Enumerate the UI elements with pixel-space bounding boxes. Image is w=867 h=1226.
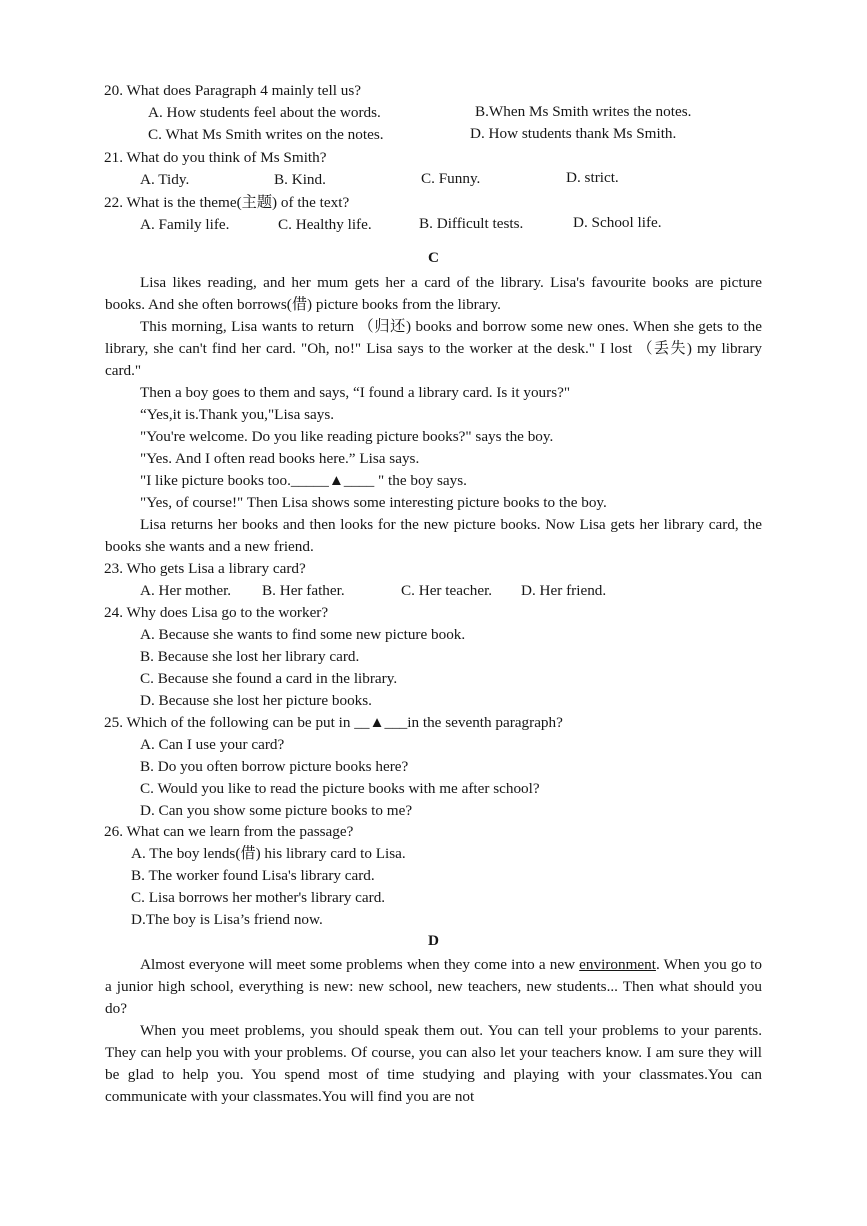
d-paragraph-1-end: . When you go to a junior high school, everything is new: new school, new teachers, new students... Then what should you do?: [105, 956, 762, 1017]
q21-option-b: B. Kind.: [274, 171, 326, 188]
q20-option-d: D. How students thank Ms Smith.: [470, 125, 677, 142]
d-paragraph-1: [105, 954, 762, 1020]
q25-option-c: C. Would you like to read the picture books with me after school?: [140, 780, 540, 797]
q24-option-b: B. Because she lost her library card.: [140, 648, 360, 665]
q26-option-c: C. Lisa borrows her mother's library card.: [131, 889, 386, 906]
q25-option-d: D. Can you show some picture books to me?: [140, 802, 413, 819]
q25-option-b: B. Do you often borrow picture books here?: [140, 758, 409, 775]
c-paragraph-6: "Yes. And I often read books here.” Lisa says.: [140, 450, 420, 467]
c-paragraph-3: Then a boy goes to them and says, “I found a library card. Is it yours?": [140, 384, 571, 401]
q25-option-a: A. Can I use your card?: [140, 736, 285, 753]
q20-option-b: B.When Ms Smith writes the notes.: [475, 103, 692, 120]
question-25: 25. Which of the following can be put in __▲___in the seventh paragraph?: [104, 714, 563, 731]
q24-option-c: C. Because she found a card in the library.: [140, 670, 398, 687]
c-paragraph-4: “Yes,it is.Thank you,"Lisa says.: [140, 406, 335, 423]
c-paragraph-5: "You're welcome. Do you like reading picture books?" says the boy.: [140, 428, 554, 445]
c-paragraph-8: "Yes, of course!" Then Lisa shows some interesting picture books to the boy.: [140, 494, 607, 511]
question-23: 23. Who gets Lisa a library card?: [104, 560, 306, 577]
d-paragraph-2: When you meet problems, you should speak them out. You can tell your problems to your parents. They can help you with your problems. Of course, you can also let your teachers know. I am sure they will be glad to help you. You spend most of time studying and playing with your classmates.You can communicate with your classmates.You will find you are not: [105, 1022, 762, 1105]
section-d-passage: [105, 954, 762, 1108]
q24-option-d: D. Because she lost her picture books.: [140, 692, 372, 709]
q26-option-a: A. The boy lends(借) his library card to Lisa.: [131, 845, 406, 862]
question-24: 24. Why does Lisa go to the worker?: [104, 604, 329, 621]
section-d-heading: D: [428, 932, 439, 949]
q23-option-b: B. Her father.: [262, 582, 345, 599]
c-paragraph-9: Lisa returns her books and then looks for the new picture books. Now Lisa gets her library card, the books she wants and a new friend.: [105, 516, 762, 555]
q23-option-d: D. Her friend.: [521, 582, 607, 599]
q22-option-a: A. Family life.: [140, 216, 230, 233]
d-paragraph-1-start: Almost everyone will meet some problems when they come into a new: [140, 956, 580, 973]
q21-option-d: D. strict.: [566, 169, 619, 186]
q23-option-a: A. Her mother.: [140, 582, 232, 599]
q20-option-c: C. What Ms Smith writes on the notes.: [148, 126, 384, 143]
question-26: 26. What can we learn from the passage?: [104, 823, 354, 840]
c-paragraph-7: "I like picture books too._____▲____ " the boy says.: [140, 472, 467, 489]
q21-option-c: C. Funny.: [421, 170, 481, 187]
q26-option-d: D.The boy is Lisa’s friend now.: [131, 911, 323, 928]
q22-option-c: C. Healthy life.: [278, 216, 372, 233]
q22-option-d: D. School life.: [573, 214, 662, 231]
q23-option-c: C. Her teacher.: [401, 582, 493, 599]
question-21: 21. What do you think of Ms Smith?: [104, 149, 327, 166]
q26-option-b: B. The worker found Lisa's library card.: [131, 867, 375, 884]
q20-option-a: A. How students feel about the words.: [148, 104, 381, 121]
question-22: 22. What is the theme(主题) of the text?: [104, 194, 350, 211]
q24-option-a: A. Because she wants to find some new picture book.: [140, 626, 466, 643]
q21-option-a: A. Tidy.: [140, 171, 190, 188]
section-c-heading: C: [428, 249, 439, 266]
underlined-word-environment: environment: [579, 956, 656, 973]
c-paragraph-2: This morning, Lisa wants to return （归还) books and borrow some new ones. When she gets to the library, she can't find her card. "Oh, no!" Lisa says to the worker at the desk." I lost （丢失) my library card.": [105, 318, 762, 379]
c-paragraph-1: Lisa likes reading, and her mum gets her a card of the library. Lisa's favourite books are picture books. And she often borrows(借) picture books from the library.: [105, 274, 762, 313]
section-c-passage: [105, 272, 762, 558]
question-20: 20. What does Paragraph 4 mainly tell us?: [104, 82, 362, 99]
q22-option-b: B. Difficult tests.: [419, 215, 524, 232]
